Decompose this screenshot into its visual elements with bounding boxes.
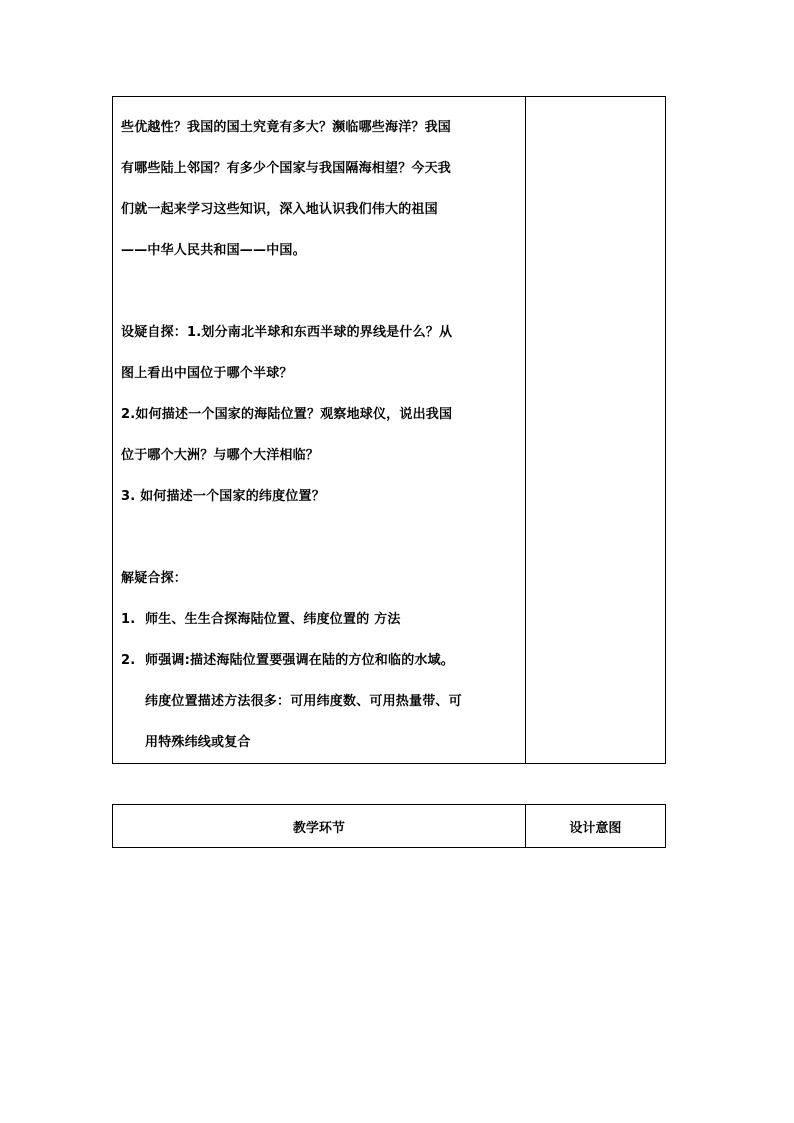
text-line: 图上看出中国位于哪个半球？ <box>121 366 293 381</box>
list-item-continuation: 用特殊纬线或复合 <box>145 735 251 750</box>
table-row <box>113 97 666 764</box>
header-teaching-stage: 教学环节 <box>113 805 526 848</box>
text-line: 有哪些陆上邻国？有多少个国家与我国隔海相望？今天我 <box>121 161 452 176</box>
text-line: 3. 如何描述一个国家的纬度位置？ <box>121 489 325 504</box>
list-item: 2. 师强调:描述海陆位置要强调在陆的方位和临的水域。 <box>121 653 454 668</box>
header-design-intent: 设计意图 <box>525 805 665 848</box>
doubt-exploration-section <box>121 312 517 517</box>
section-heading: 解疑合探： <box>121 571 188 586</box>
list-item-continuation: 纬度位置描述方法很多：可用纬度数、可用热量带、可 <box>145 694 462 709</box>
text-line: 2.如何描述一个国家的海陆位置？观察地球仪，说出我国 <box>121 407 453 422</box>
text-line: 位于哪个大洲？与哪个大洋相临？ <box>121 448 320 463</box>
design-intent-cell <box>525 97 665 764</box>
table-row <box>113 805 666 848</box>
text-line: ——中华人民共和国——中国。 <box>121 243 306 258</box>
lesson-content-table <box>112 96 666 764</box>
text-line: 们就一起来学习这些知识，深入地认识我们伟大的祖国 <box>121 202 438 217</box>
list-item: 1. 师生、生生合探海陆位置、纬度位置的 方法 <box>121 612 401 627</box>
teaching-content-cell <box>113 97 526 764</box>
intro-paragraph <box>121 107 517 271</box>
text-line: 些优越性？我国的国土究竟有多大？濒临哪些海洋？我国 <box>121 120 452 135</box>
text-line: 设疑自探：1.划分南北半球和东西半球的界线是什么？从 <box>121 325 453 340</box>
solve-exploration-section <box>121 558 517 763</box>
section-header-table <box>112 804 666 848</box>
